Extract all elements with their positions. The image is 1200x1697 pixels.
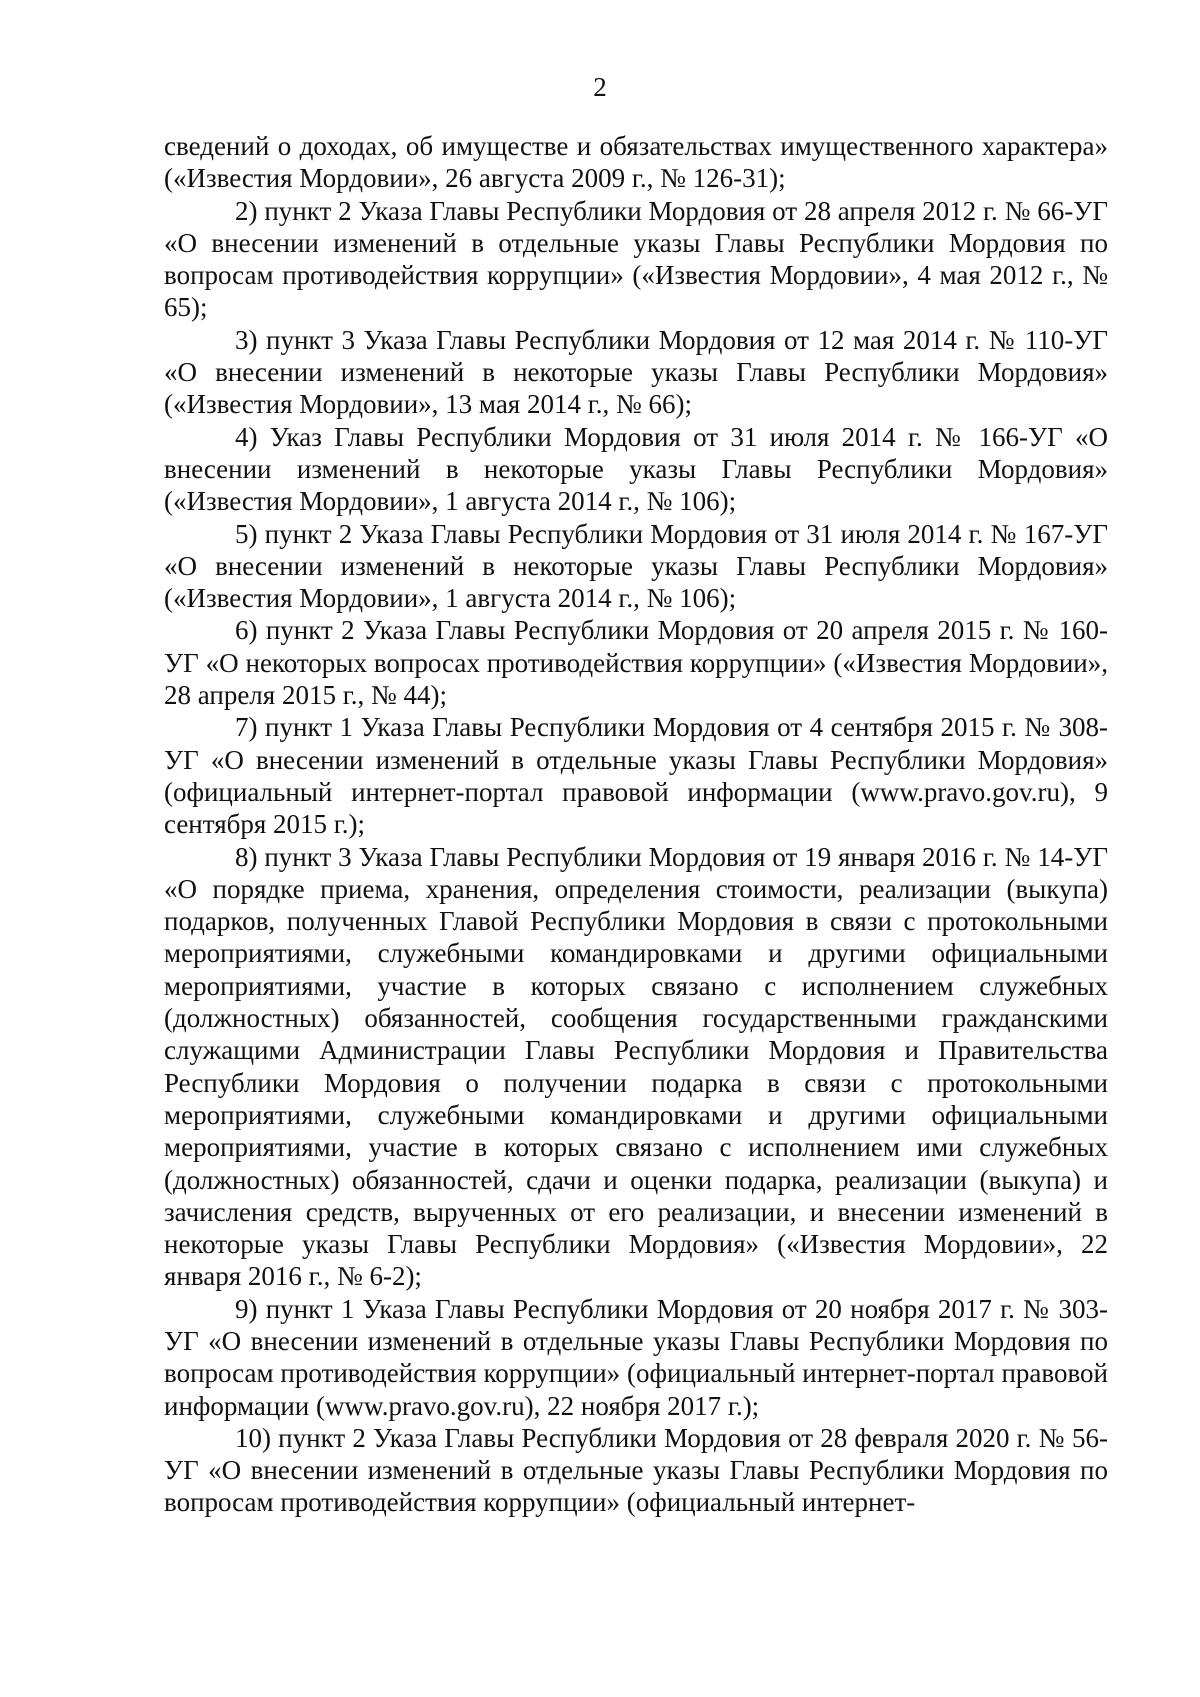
list-item-5: 5) пункт 2 Указа Главы Республики Мордовия от 31 июля 2014 г. № 167-УГ «О внесении изменений в некоторые указы Главы Республики Мордовия» («Известия Мордовии», 1 августа 2014 г., № 106); — [164, 518, 1108, 614]
list-item-10: 10) пункт 2 Указа Главы Республики Мордовия от 28 февраля 2020 г. № 56-УГ «О внесении изменений в отдельные указы Главы Республики Мордовия по вопросам противодействия коррупции» (официальный интернет- — [164, 1422, 1108, 1518]
list-item-4: 4) Указ Главы Республики Мордовия от 31 июля 2014 г. № 166-УГ «О внесении изменений в некоторые указы Главы Республики Мордовия» («Известия Мордовии», 1 августа 2014 г., № 106); — [164, 421, 1108, 517]
document-body — [164, 130, 1108, 1519]
list-item-3: 3) пункт 3 Указа Главы Республики Мордовия от 12 мая 2014 г. № 110-УГ «О внесении изменений в некоторые указы Главы Республики Мордовия» («Известия Мордовии», 13 мая 2014 г., № 66); — [164, 324, 1108, 420]
list-item-6: 6) пункт 2 Указа Главы Республики Мордовия от 20 апреля 2015 г. № 160-УГ «О некоторых вопросах противодействия коррупции» («Известия Мордовии», 28 апреля 2015 г., № 44); — [164, 615, 1108, 711]
page-number: 2 — [593, 72, 607, 102]
paragraph-continuation: сведений о доходах, об имуществе и обязательствах имущественного характера» («Известия Мордовии», 26 августа 2009 г., № 126-31); — [164, 131, 1108, 194]
list-item-9: 9) пункт 1 Указа Главы Республики Мордовия от 20 ноября 2017 г. № 303-УГ «О внесении изменений в отдельные указы Главы Республики Мордовия по вопросам противодействия коррупции» (официальный интернет-портал правовой информации (www.pravo.gov.ru), 22 ноября 2017 г.); — [164, 1293, 1108, 1421]
list-item-8: 8) пункт 3 Указа Главы Республики Мордовия от 19 января 2016 г. № 14-УГ «О порядке приема, хранения, определения стоимости, реализации (выкупа) подарков, полученных Главой Республики Мордовия в связи с протокольными мероприятиями, служебными командировками и другими официальными мероприятиями, участие в которых связано с исполнением служебных (должностных) обязанностей, сообщения государственными гражданскими служащими Администрации Главы Республики Мордовия и Правительства Республики Мордовия о получении подарка в связи с протокольными мероприятиями, служебными командировками и другими официальными мероприятиями, участие в которых связано с исполнением ими служебных (должностных) обязанностей, сдачи и оценки подарка, реализации (выкупа) и зачисления средств, вырученных от его реализации, и внесении изменений в некоторые указы Главы Республики Мордовия» («Известия Мордовии», 22 января 2016 г., № 6-2); — [164, 841, 1108, 1292]
list-item-2: 2) пункт 2 Указа Главы Республики Мордовия от 28 апреля 2012 г. № 66-УГ «О внесении изменений в отдельные указы Главы Республики Мордовия по вопросам противодействия коррупции» («Известия Мордовии», 4 мая 2012 г., № 65); — [164, 195, 1108, 323]
list-item-7: 7) пункт 1 Указа Главы Республики Мордовия от 4 сентября 2015 г. № 308-УГ «О внесении изменений в отдельные указы Главы Республики Мордовия» (официальный интернет-портал правовой информации (www.pravo.gov.ru), 9 сентября 2015 г.); — [164, 712, 1108, 840]
